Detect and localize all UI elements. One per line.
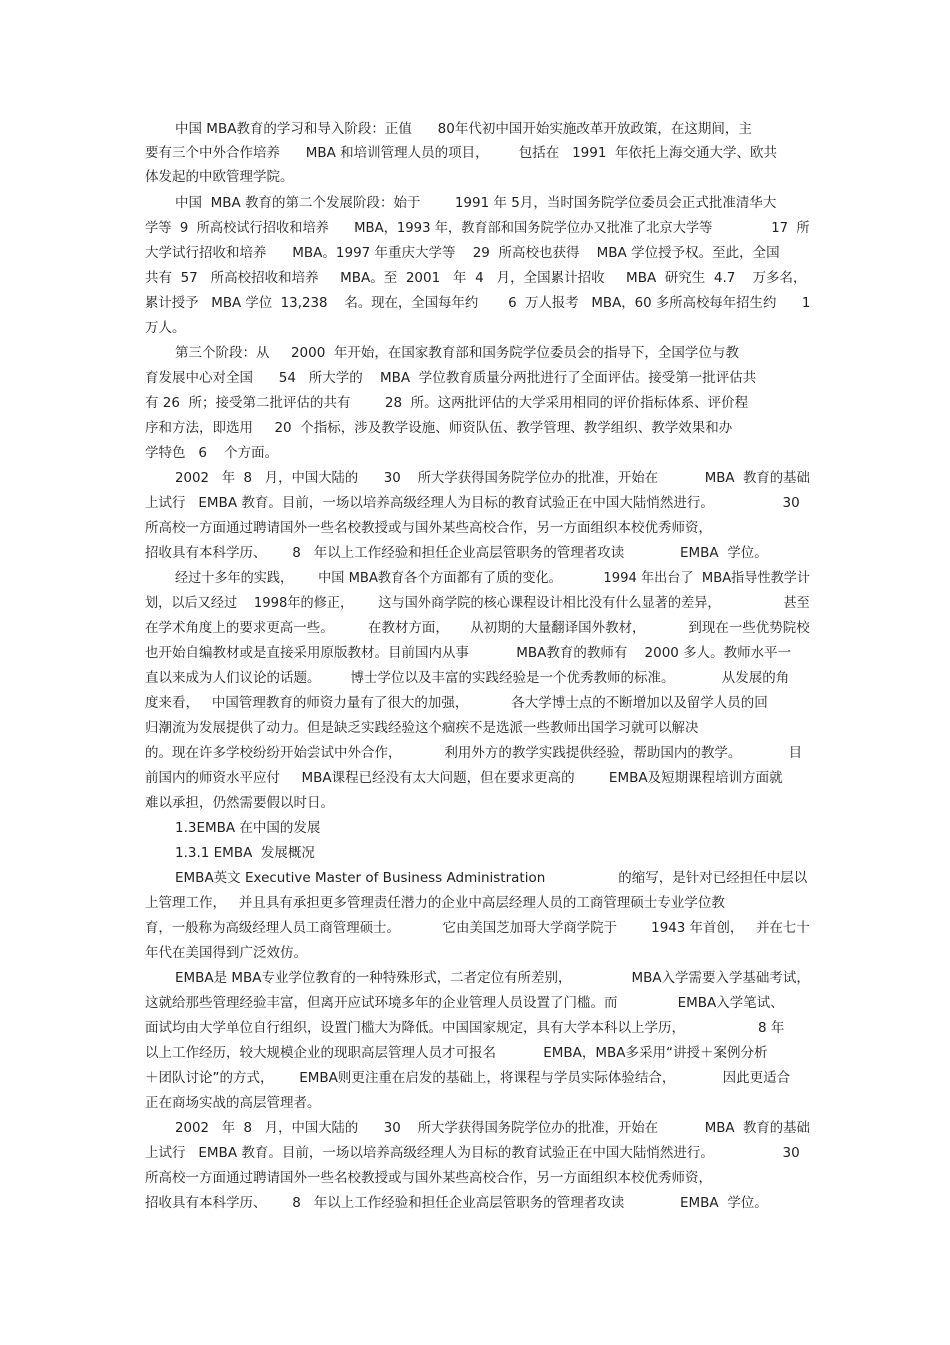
text-line: 共有 57 所高校招收和培养 MBA。至 2001 年 4 月，全国累计招收 MBA 研究生 4.7 万多名，: [145, 270, 807, 286]
text-line: 正在商场实战的高层管理者。: [145, 1095, 321, 1111]
text-line: 以上工作经历，较大规模企业的现职高层管理人员才可报名 EMBA，MBA多采用“讲授＋案例分析: [145, 1045, 768, 1061]
text-line: 所高校一方面通过聘请国外一些名校教授或与国外某些高校合作，另一方面组织本校优秀师资，: [145, 520, 712, 536]
text-line: 上试行 EMBA 教育。目前，一场以培养高级经理人为目标的教育试验正在中国大陆悄然进行。 30: [145, 495, 800, 511]
text-line: 归潮流为发展提供了动力。但是缺乏实践经验这个痼疾不是选派一些教师出国学习就可以解决: [145, 720, 699, 736]
subsection-heading: 1.3.1 EMBA 发展概况: [175, 845, 315, 861]
text-line: 经过十多年的实践， 中国 MBA教育各个方面都有了质的变化。 1994 年出台了 MBA指导性教学计: [175, 570, 810, 586]
text-line: EMBA英文 Executive Master of Business Administration 的缩写，是针对已经担任中层以: [175, 870, 808, 886]
text-line: 中国 MBA教育的学习和导入阶段：正值 80年代初中国开始实施改革开放政策，在这期间，主: [175, 121, 752, 137]
text-line: 上管理工作， 并且具有承担更多管理责任潜力的企业中高层经理人员的工商管理硕士专业学位教: [145, 895, 725, 911]
text-line: EMBA是 MBA专业学位教育的一种特殊形式，二者定位有所差别， MBA入学需要入学基础考试，: [175, 970, 810, 986]
text-line: 这就给那些管理经验丰富，但离开应试环境多年的企业管理人员设置了门槛。而 EMBA入学笔试、: [145, 995, 784, 1011]
text-line: 招收具有本科学历、 8 年以上工作经验和担任企业高层管职务的管理者攻读 EMBA 学位。: [145, 1195, 768, 1211]
text-line: 大学试行招收和培养 MBA。1997 年重庆大学等 29 所高校也获得 MBA 学位授予权。至此，全国: [145, 245, 780, 261]
text-line: 也开始自编教材或是直接采用原版教材。目前国内从事 MBA教育的教师有 2000 多人。教师水平一: [145, 645, 792, 661]
text-line: 前国内的师资水平应付 MBA课程已经没有太大问题，但在要求更高的 EMBA及短期课程培训方面就: [145, 770, 783, 786]
text-line: 2002 年 8 月，中国大陆的 30 所大学获得国务院学位办的批准，开始在 MBA 教育的基础: [175, 470, 810, 486]
text-line: 所高校一方面通过聘请国外一些名校教授或与国外某些高校合作，另一方面组织本校优秀师资，: [145, 1170, 712, 1186]
text-line: 直以来成为人们议论的话题。 博士学位以及丰富的实践经验是一个优秀教师的标准。 从发展的角: [145, 670, 790, 686]
text-line: 有 26 所；接受第二批评估的共有 28 所。这两批评估的大学采用相同的评价指标体系、评价程: [145, 395, 749, 411]
text-line: 招收具有本科学历、 8 年以上工作经验和担任企业高层管职务的管理者攻读 EMBA 学位。: [145, 545, 768, 561]
text-line: 累计授予 MBA 学位 13,238 名。现在，全国每年约 6 万人报考 MBA，60 多所高校每年招生约 1: [145, 295, 811, 311]
text-line: 第三个阶段：从 2000 年开始，在国家教育部和国务院学位委员会的指导下，全国学位与教: [175, 345, 739, 361]
text-line: 万人。: [145, 320, 186, 336]
text-line: 划，以后又经过 1998年的修正， 这与国外商学院的核心课程设计相比没有什么显著的差异， 甚至: [145, 595, 810, 611]
text-line: 度来看， 中国管理教育的师资力量有了很大的加强， 各大学博士点的不断增加以及留学人员的回: [145, 695, 768, 711]
text-line: 年代在美国得到广泛效仿。: [145, 945, 307, 961]
text-line: 学特色 6 个方面。: [145, 445, 279, 461]
text-line: 育发展中心对全国 54 所大学的 MBA 学位教育质量分两批进行了全面评估。接受第一批评估共: [145, 370, 757, 386]
section-heading: 1.3EMBA 在中国的发展: [175, 820, 321, 836]
text-line: 的。现在许多学校纷纷开始尝试中外合作， 利用外方的教学实践提供经验，帮助国内的教学。 目: [145, 745, 803, 761]
text-line: 育，一般称为高级经理人员工商管理硕士。 它由美国芝加哥大学商学院于 1943 年首创， 并在七十: [145, 920, 810, 936]
text-line: 学等 9 所高校试行招收和培养 MBA，1993 年，教育部和国务院学位办又批准了北京大学等 17 所: [145, 220, 810, 236]
text-line: 上试行 EMBA 教育。目前，一场以培养高级经理人为目标的教育试验正在中国大陆悄然进行。 30: [145, 1145, 800, 1161]
text-line: ＋团队讨论”的方式， EMBA则更注重在启发的基础上，将课程与学员实际体验结合， 因此更适合: [145, 1070, 791, 1086]
text-line: 序和方法，即选用 20 个指标，涉及教学设施、师资队伍、教学管理、教学组织、教学效果和办: [145, 420, 733, 436]
text-line: 在学术角度上的要求更高一些。 在教材方面， 从初期的大量翻译国外教材， 到现在一些优势院校: [145, 620, 810, 636]
text-line: 体发起的中欧管理学院。: [145, 169, 294, 185]
text-line: 面试均由大学单位自行组织，设置门槛大为降低。中国国家规定，具有大学本科以上学历， 8 年: [145, 1020, 785, 1036]
text-line: 2002 年 8 月，中国大陆的 30 所大学获得国务院学位办的批准，开始在 MBA 教育的基础: [175, 1120, 810, 1136]
text-line: 难以承担，仍然需要假以时日。: [145, 795, 334, 811]
text-line: 中国 MBA 教育的第二个发展阶段：始于 1991 年 5月，当时国务院学位委员会正式批准清华大: [175, 195, 777, 211]
text-line: 要有三个中外合作培养 MBA 和培训管理人员的项目， 包括在 1991 年依托上海交通大学、欧共: [145, 145, 778, 161]
